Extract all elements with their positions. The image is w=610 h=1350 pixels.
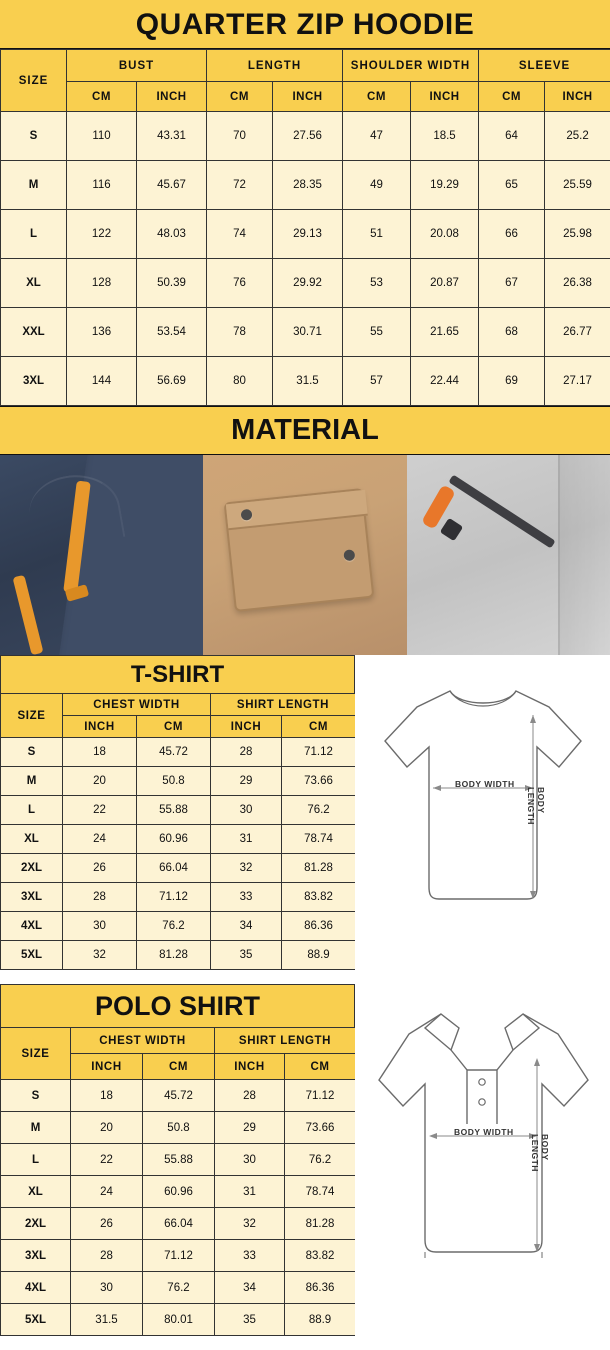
polo-size: 3XL <box>1 1240 71 1272</box>
polo-cell: 35 <box>215 1304 285 1336</box>
hoodie-cell: 20.87 <box>411 259 479 308</box>
polo-section-title: POLO SHIRT <box>0 984 355 1027</box>
hoodie-section-title: QUARTER ZIP HOODIE <box>0 0 610 49</box>
hoodie-size: XXL <box>1 308 67 357</box>
tshirt-cell: 81.28 <box>282 854 356 883</box>
table-row <box>1 112 610 161</box>
tshirt-measurement-diagram <box>355 655 610 970</box>
tshirt-cell: 29 <box>211 767 282 796</box>
polo-cell: 76.2 <box>143 1272 215 1304</box>
hoodie-header-shoulder-width: SHOULDER WIDTH <box>343 50 479 82</box>
hoodie-size: S <box>1 112 67 161</box>
tshirt-cell: 76.2 <box>137 912 211 941</box>
polo-cell: 30 <box>215 1144 285 1176</box>
tshirt-header-shirt-length: SHIRT LENGTH <box>211 694 356 716</box>
hoodie-cell: 31.5 <box>273 357 343 406</box>
tshirt-cell: 73.66 <box>282 767 356 796</box>
hoodie-cell: 51 <box>343 210 411 259</box>
hoodie-cell: 136 <box>67 308 137 357</box>
hoodie-unit-row <box>1 82 610 112</box>
tshirt-cell: 83.82 <box>282 883 356 912</box>
tshirt-header-row <box>1 694 356 716</box>
hoodie-cell: 49 <box>343 161 411 210</box>
hoodie-cell: 116 <box>67 161 137 210</box>
hoodie-cell: 53 <box>343 259 411 308</box>
hoodie-header-row <box>1 50 610 82</box>
hoodie-cell: 65 <box>479 161 545 210</box>
tshirt-cell: 76.2 <box>282 796 356 825</box>
tshirt-unit-chest-inch: INCH <box>63 716 137 738</box>
tshirt-section-title: T-SHIRT <box>0 655 355 693</box>
hoodie-cell: 47 <box>343 112 411 161</box>
hoodie-cell: 25.2 <box>545 112 610 161</box>
polo-cell: 45.72 <box>143 1080 215 1112</box>
hoodie-cell: 66 <box>479 210 545 259</box>
polo-cell: 29 <box>215 1112 285 1144</box>
polo-cell: 66.04 <box>143 1208 215 1240</box>
tshirt-cell: 71.12 <box>282 738 356 767</box>
polo-cell: 76.2 <box>285 1144 356 1176</box>
hoodie-cell: 26.77 <box>545 308 610 357</box>
hoodie-cell: 27.17 <box>545 357 610 406</box>
polo-cell: 18 <box>71 1080 143 1112</box>
tshirt-cell: 33 <box>211 883 282 912</box>
tshirt-cell: 50.8 <box>137 767 211 796</box>
hoodie-header-bust: BUST <box>67 50 207 82</box>
hoodie-cell: 67 <box>479 259 545 308</box>
polo-cell: 31 <box>215 1176 285 1208</box>
polo-size: 4XL <box>1 1272 71 1304</box>
tshirt-cell: 28 <box>211 738 282 767</box>
tshirt-cell: 28 <box>63 883 137 912</box>
tshirt-size-table <box>0 693 356 970</box>
section-divider <box>0 970 610 984</box>
table-row <box>1 1304 356 1336</box>
hoodie-unit-shoulder-cm: CM <box>343 82 411 112</box>
tshirt-cell: 34 <box>211 912 282 941</box>
polo-cell: 50.8 <box>143 1112 215 1144</box>
polo-cell: 83.82 <box>285 1240 356 1272</box>
tshirt-cell: 71.12 <box>137 883 211 912</box>
material-photo-row <box>0 455 610 655</box>
tshirt-cell: 31 <box>211 825 282 854</box>
polo-cell: 73.66 <box>285 1112 356 1144</box>
polo-unit-length-inch: INCH <box>215 1054 285 1080</box>
polo-cell: 88.9 <box>285 1304 356 1336</box>
polo-cell: 81.28 <box>285 1208 356 1240</box>
polo-cell: 86.36 <box>285 1272 356 1304</box>
tshirt-section <box>0 655 610 970</box>
table-row <box>1 1112 356 1144</box>
hoodie-cell: 68 <box>479 308 545 357</box>
polo-cell: 20 <box>71 1112 143 1144</box>
polo-size: S <box>1 1080 71 1112</box>
tshirt-cell: 81.28 <box>137 941 211 970</box>
polo-cell: 26 <box>71 1208 143 1240</box>
hoodie-unit-bust-inch: INCH <box>137 82 207 112</box>
hoodie-unit-length-cm: CM <box>207 82 273 112</box>
tshirt-size: XL <box>1 825 63 854</box>
hoodie-cell: 22.44 <box>411 357 479 406</box>
hoodie-size: XL <box>1 259 67 308</box>
hoodie-cell: 21.65 <box>411 308 479 357</box>
polo-size-table <box>0 1027 356 1336</box>
tshirt-size: 5XL <box>1 941 63 970</box>
hoodie-header-size: SIZE <box>1 50 67 112</box>
table-row <box>1 767 356 796</box>
polo-cell: 60.96 <box>143 1176 215 1208</box>
polo-measurement-diagram <box>355 984 610 1336</box>
table-row <box>1 259 610 308</box>
tshirt-size: 3XL <box>1 883 63 912</box>
hoodie-cell: 19.29 <box>411 161 479 210</box>
polo-cell: 32 <box>215 1208 285 1240</box>
hoodie-cell: 43.31 <box>137 112 207 161</box>
table-row <box>1 308 610 357</box>
polo-cell: 55.88 <box>143 1144 215 1176</box>
table-row <box>1 1272 356 1304</box>
tshirt-cell: 32 <box>211 854 282 883</box>
polo-cell: 24 <box>71 1176 143 1208</box>
hoodie-cell: 25.98 <box>545 210 610 259</box>
tshirt-cell: 78.74 <box>282 825 356 854</box>
polo-size: 2XL <box>1 1208 71 1240</box>
table-row <box>1 1208 356 1240</box>
hoodie-size: L <box>1 210 67 259</box>
tshirt-cell: 26 <box>63 854 137 883</box>
polo-cell: 80.01 <box>143 1304 215 1336</box>
tshirt-cell: 30 <box>63 912 137 941</box>
tshirt-cell: 35 <box>211 941 282 970</box>
polo-cell: 22 <box>71 1144 143 1176</box>
hoodie-cell: 45.67 <box>137 161 207 210</box>
table-row <box>1 1144 356 1176</box>
tshirt-unit-length-cm: CM <box>282 716 356 738</box>
hoodie-cell: 110 <box>67 112 137 161</box>
tshirt-body-width-label: BODY WIDTH <box>455 779 515 789</box>
tshirt-cell: 86.36 <box>282 912 356 941</box>
hoodie-unit-bust-cm: CM <box>67 82 137 112</box>
tshirt-size: L <box>1 796 63 825</box>
polo-size: M <box>1 1112 71 1144</box>
table-row <box>1 796 356 825</box>
polo-size: L <box>1 1144 71 1176</box>
hoodie-cell: 28.35 <box>273 161 343 210</box>
table-row <box>1 357 610 406</box>
table-row <box>1 738 356 767</box>
hoodie-cell: 74 <box>207 210 273 259</box>
hoodie-cell: 29.92 <box>273 259 343 308</box>
tshirt-outline-svg <box>355 655 610 955</box>
hoodie-size: 3XL <box>1 357 67 406</box>
tshirt-size: S <box>1 738 63 767</box>
polo-body-length-label: BODY LENGTH <box>530 1134 550 1172</box>
hoodie-cell: 48.03 <box>137 210 207 259</box>
hoodie-cell: 128 <box>67 259 137 308</box>
polo-size: XL <box>1 1176 71 1208</box>
polo-section <box>0 984 610 1336</box>
hoodie-cell: 29.13 <box>273 210 343 259</box>
table-row <box>1 1240 356 1272</box>
hoodie-unit-sleeve-cm: CM <box>479 82 545 112</box>
polo-cell: 33 <box>215 1240 285 1272</box>
hoodie-cell: 27.56 <box>273 112 343 161</box>
table-row <box>1 210 610 259</box>
polo-unit-chest-inch: INCH <box>71 1054 143 1080</box>
table-row <box>1 854 356 883</box>
polo-cell: 71.12 <box>143 1240 215 1272</box>
hoodie-size-table <box>0 49 610 406</box>
table-row <box>1 941 356 970</box>
navy-hoodie-drawstring-photo <box>0 455 203 655</box>
hoodie-cell: 78 <box>207 308 273 357</box>
polo-unit-length-cm: CM <box>285 1054 356 1080</box>
polo-cell: 71.12 <box>285 1080 356 1112</box>
polo-cell: 78.74 <box>285 1176 356 1208</box>
tshirt-header-size: SIZE <box>1 694 63 738</box>
polo-size: 5XL <box>1 1304 71 1336</box>
hoodie-cell: 69 <box>479 357 545 406</box>
tshirt-body-length-label: BODY LENGTH <box>526 787 546 825</box>
hoodie-cell: 55 <box>343 308 411 357</box>
hoodie-cell: 80 <box>207 357 273 406</box>
tshirt-cell: 18 <box>63 738 137 767</box>
tshirt-cell: 66.04 <box>137 854 211 883</box>
hoodie-cell: 76 <box>207 259 273 308</box>
tshirt-cell: 45.72 <box>137 738 211 767</box>
polo-cell: 28 <box>215 1080 285 1112</box>
hoodie-cell: 70 <box>207 112 273 161</box>
tshirt-cell: 22 <box>63 796 137 825</box>
table-row <box>1 1176 356 1208</box>
hoodie-cell: 20.08 <box>411 210 479 259</box>
tshirt-cell: 60.96 <box>137 825 211 854</box>
hoodie-cell: 25.59 <box>545 161 610 210</box>
tshirt-cell: 20 <box>63 767 137 796</box>
tshirt-size: M <box>1 767 63 796</box>
polo-cell: 34 <box>215 1272 285 1304</box>
hoodie-cell: 18.5 <box>411 112 479 161</box>
table-row <box>1 825 356 854</box>
polo-unit-chest-cm: CM <box>143 1054 215 1080</box>
hoodie-cell: 122 <box>67 210 137 259</box>
table-row <box>1 883 356 912</box>
hoodie-header-sleeve: SLEEVE <box>479 50 610 82</box>
tshirt-cell: 30 <box>211 796 282 825</box>
polo-cell: 30 <box>71 1272 143 1304</box>
hoodie-cell: 53.54 <box>137 308 207 357</box>
tshirt-unit-chest-cm: CM <box>137 716 211 738</box>
polo-header-chest-width: CHEST WIDTH <box>71 1028 215 1054</box>
polo-table-wrap <box>0 984 355 1336</box>
hoodie-size: M <box>1 161 67 210</box>
table-row <box>1 161 610 210</box>
grey-hoodie-zipper-photo <box>407 455 610 655</box>
polo-header-row <box>1 1028 356 1054</box>
tan-hoodie-pocket-photo <box>203 455 406 655</box>
polo-cell: 28 <box>71 1240 143 1272</box>
polo-body-width-label: BODY WIDTH <box>454 1127 514 1137</box>
polo-cell: 31.5 <box>71 1304 143 1336</box>
tshirt-header-chest-width: CHEST WIDTH <box>63 694 211 716</box>
hoodie-unit-sleeve-inch: INCH <box>545 82 610 112</box>
tshirt-size: 2XL <box>1 854 63 883</box>
tshirt-cell: 55.88 <box>137 796 211 825</box>
hoodie-cell: 56.69 <box>137 357 207 406</box>
hoodie-cell: 64 <box>479 112 545 161</box>
tshirt-size: 4XL <box>1 912 63 941</box>
hoodie-unit-shoulder-inch: INCH <box>411 82 479 112</box>
hoodie-header-length: LENGTH <box>207 50 343 82</box>
hoodie-cell: 57 <box>343 357 411 406</box>
polo-diagram-wrap <box>355 984 610 1336</box>
hoodie-cell: 72 <box>207 161 273 210</box>
tshirt-cell: 24 <box>63 825 137 854</box>
hoodie-unit-length-inch: INCH <box>273 82 343 112</box>
material-section-title: MATERIAL <box>0 406 610 455</box>
hoodie-cell: 26.38 <box>545 259 610 308</box>
hoodie-cell: 50.39 <box>137 259 207 308</box>
polo-header-shirt-length: SHIRT LENGTH <box>215 1028 356 1054</box>
tshirt-cell: 88.9 <box>282 941 356 970</box>
tshirt-diagram-wrap <box>355 655 610 970</box>
tshirt-cell: 32 <box>63 941 137 970</box>
table-row <box>1 1080 356 1112</box>
table-row <box>1 912 356 941</box>
hoodie-cell: 30.71 <box>273 308 343 357</box>
tshirt-unit-length-inch: INCH <box>211 716 282 738</box>
hoodie-cell: 144 <box>67 357 137 406</box>
tshirt-table-wrap <box>0 655 355 970</box>
polo-header-size: SIZE <box>1 1028 71 1080</box>
